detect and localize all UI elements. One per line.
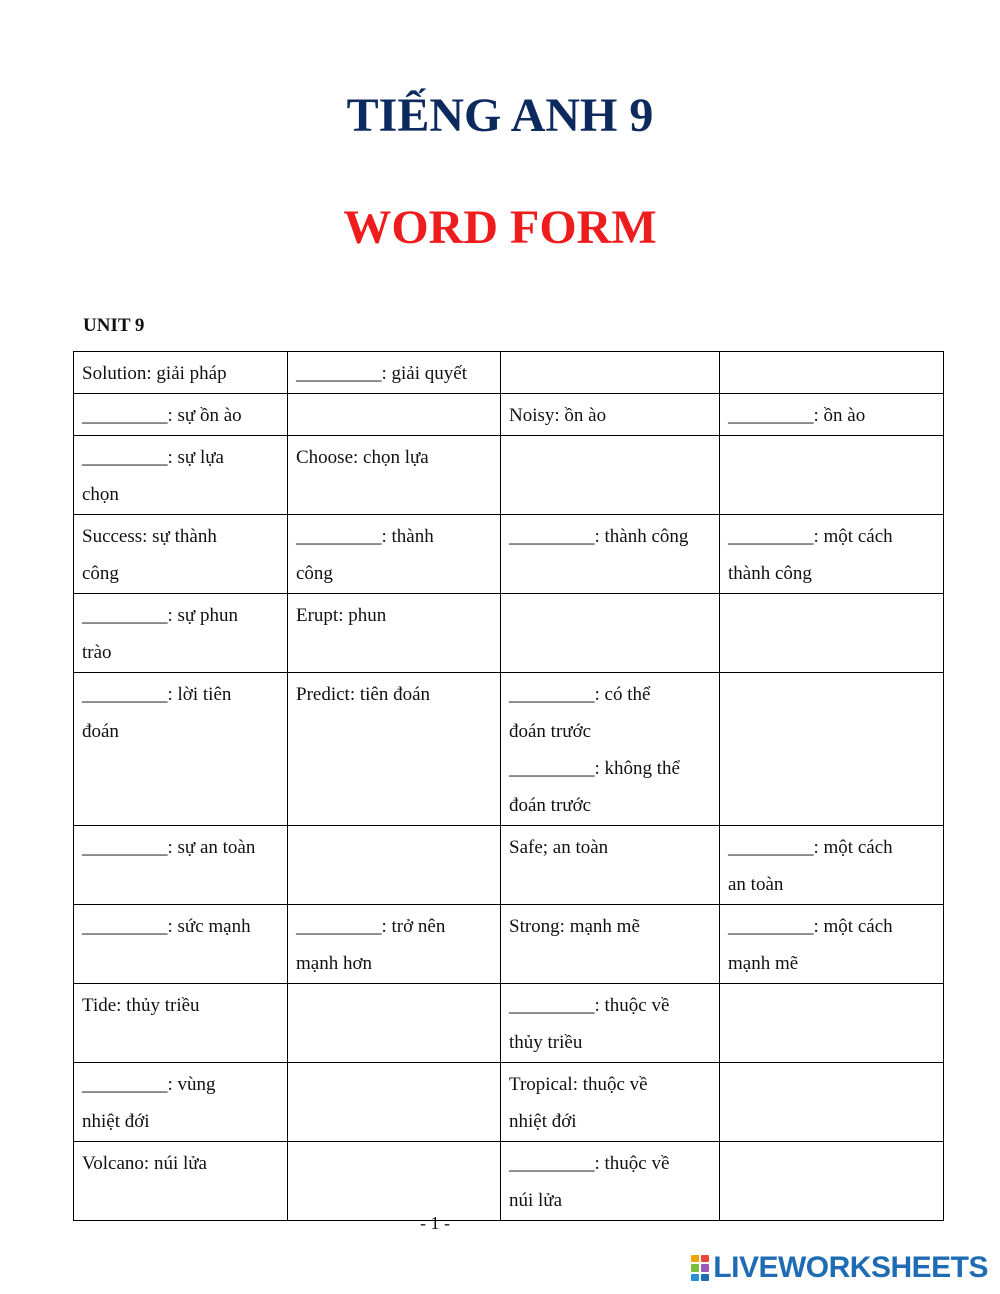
cell-text: Predict: tiên đoán <box>296 684 431 705</box>
table-cell[interactable] <box>720 394 944 436</box>
table-cell <box>720 673 944 826</box>
table-cell[interactable] <box>501 1063 720 1142</box>
table-cell <box>288 984 501 1063</box>
table-row <box>74 352 944 394</box>
table-cell[interactable] <box>74 594 288 673</box>
table-cell[interactable] <box>288 515 501 594</box>
cell-text: đoán trước <box>509 795 592 816</box>
table-row <box>74 673 944 826</box>
table-cell <box>720 984 944 1063</box>
cell-text: nhiệt đới <box>509 1111 577 1132</box>
cell-text: Tide: thủy triều <box>82 995 200 1016</box>
cell-text: trào <box>82 642 112 663</box>
table-cell[interactable] <box>74 515 288 594</box>
cell-text: thành công <box>728 563 812 584</box>
cell-text: Safe; an toàn <box>509 837 609 858</box>
word-form-table <box>73 351 944 1221</box>
cell-text: _________: thuộc về <box>509 1153 670 1174</box>
table-cell[interactable] <box>74 1063 288 1142</box>
cell-text: Success: sự thành <box>82 526 217 547</box>
cell-text: _________: thành <box>296 526 434 547</box>
table-cell[interactable] <box>501 515 720 594</box>
table-cell[interactable] <box>74 1142 288 1221</box>
brand-name: LIVEWORKSHEETS <box>713 1251 988 1284</box>
logo-block <box>691 1255 699 1262</box>
table-cell <box>288 1142 501 1221</box>
logo-block <box>691 1274 699 1281</box>
table-cell <box>501 352 720 394</box>
table-cell[interactable] <box>74 436 288 515</box>
cell-text: Strong: mạnh mẽ <box>509 916 640 937</box>
cell-text: đoán <box>82 721 119 742</box>
cell-text: công <box>82 563 119 584</box>
cell-text: _________: ồn ào <box>728 405 866 426</box>
table-row <box>74 436 944 515</box>
cell-text: Tropical: thuộc về <box>509 1074 648 1095</box>
table-cell[interactable] <box>288 905 501 984</box>
table-cell[interactable] <box>74 826 288 905</box>
cell-text: _________: một cách <box>728 837 893 858</box>
table-cell[interactable] <box>720 515 944 594</box>
table-row <box>74 594 944 673</box>
liveworksheets-brand <box>691 1250 988 1286</box>
table-cell <box>288 826 501 905</box>
cell-text: nhiệt đới <box>82 1111 150 1132</box>
page-subtitle: WORD FORM <box>343 201 657 254</box>
table-row <box>74 984 944 1063</box>
cell-text: đoán trước <box>509 721 592 742</box>
table-cell <box>720 352 944 394</box>
page-title: TIẾNG ANH 9 <box>346 89 654 142</box>
table-cell[interactable] <box>720 826 944 905</box>
table-cell[interactable] <box>288 594 501 673</box>
table-cell[interactable] <box>501 905 720 984</box>
cell-text: _________: vùng <box>82 1074 216 1095</box>
table-cell[interactable] <box>501 984 720 1063</box>
cell-text: Volcano: núi lửa <box>82 1153 207 1174</box>
table-cell[interactable] <box>720 905 944 984</box>
table-cell[interactable] <box>74 984 288 1063</box>
page-number: - 1 - <box>420 1213 450 1233</box>
table-cell[interactable] <box>74 352 288 394</box>
table-cell <box>720 1142 944 1221</box>
cell-text: _________: thành công <box>509 526 689 547</box>
cell-text: mạnh mẽ <box>728 953 799 974</box>
table-cell <box>501 594 720 673</box>
table-row <box>74 1142 944 1221</box>
cell-text: _________: một cách <box>728 916 893 937</box>
cell-text: thủy triều <box>509 1032 583 1053</box>
table-cell[interactable] <box>74 673 288 826</box>
liveworksheets-logo-icon <box>691 1255 709 1281</box>
logo-block <box>701 1274 709 1281</box>
cell-text: _________: trở nên <box>296 916 446 937</box>
table-row <box>74 515 944 594</box>
logo-block <box>701 1264 709 1271</box>
table-cell[interactable] <box>501 1142 720 1221</box>
cell-text: _________: sự an toàn <box>82 837 256 858</box>
table-cell <box>288 394 501 436</box>
cell-text: an toàn <box>728 874 784 895</box>
table-row <box>74 394 944 436</box>
cell-text: _________: sự lựa <box>82 447 224 468</box>
table-row <box>74 1063 944 1142</box>
cell-text: núi lửa <box>509 1190 563 1211</box>
cell-text: _________: sự ồn ào <box>82 405 242 426</box>
cell-text: chọn <box>82 484 119 505</box>
table-cell <box>720 1063 944 1142</box>
cell-text: Erupt: phun <box>296 605 387 626</box>
cell-text: _________: sự phun <box>82 605 238 626</box>
table-cell[interactable] <box>501 826 720 905</box>
table-cell[interactable] <box>501 394 720 436</box>
table-cell <box>288 1063 501 1142</box>
table-cell[interactable] <box>74 905 288 984</box>
cell-text: _________: lời tiên <box>82 684 232 705</box>
logo-block <box>701 1255 709 1262</box>
table-cell <box>720 594 944 673</box>
table-cell[interactable] <box>288 673 501 826</box>
table-row <box>74 905 944 984</box>
cell-text: _________: thuộc về <box>509 995 670 1016</box>
cell-text: Choose: chọn lựa <box>296 447 429 468</box>
table-cell <box>501 436 720 515</box>
cell-text: Solution: giải pháp <box>82 363 227 384</box>
table-cell[interactable] <box>288 352 501 394</box>
cell-text: _________: không thể <box>509 758 680 779</box>
cell-text: Noisy: ồn ào <box>509 405 607 426</box>
cell-text: _________: có thể <box>509 684 651 705</box>
logo-block <box>691 1264 699 1271</box>
unit-label: UNIT 9 <box>83 315 145 336</box>
table-row <box>74 826 944 905</box>
table-cell[interactable] <box>74 394 288 436</box>
cell-text: công <box>296 563 333 584</box>
cell-text: mạnh hơn <box>296 953 373 974</box>
cell-text: _________: một cách <box>728 526 893 547</box>
cell-text: _________: sức mạnh <box>82 916 251 937</box>
table-cell[interactable] <box>288 436 501 515</box>
table-cell[interactable] <box>501 673 720 826</box>
cell-text: _________: giải quyết <box>296 363 467 384</box>
table-cell <box>720 436 944 515</box>
word-form-table-body <box>74 352 944 1221</box>
